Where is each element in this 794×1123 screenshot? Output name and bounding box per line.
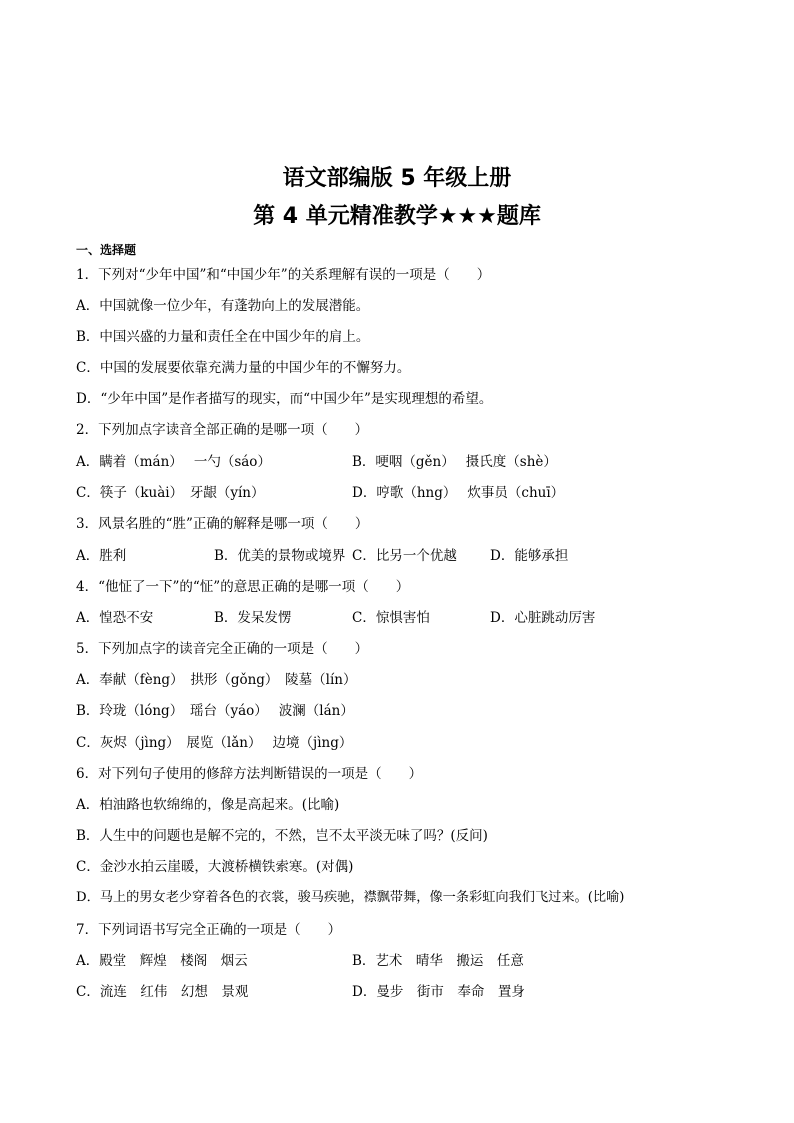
question-2-options-row-1 <box>76 452 716 472</box>
section-heading: 一、选择题 <box>76 243 137 257</box>
question-2-option-b: B．哽咽（gěn） 摄氏度（shè） <box>352 454 557 470</box>
question-4: 4．“他怔了一下”的“怔”的意思正确的是哪一项（ ） <box>76 579 410 595</box>
document-title: 语文部编版 5 年级上册 <box>282 166 512 191</box>
question-4-option-c: C．惊惧害怕 <box>352 610 430 626</box>
question-7-options-row-2 <box>76 982 716 1002</box>
question-3-option-c: C．比另一个优越 <box>352 548 457 564</box>
question-6: 6．对下列句子使用的修辞方法判断错误的一项是（ ） <box>76 766 423 782</box>
question-5-option-b: B．玲珑（lóng） 瑶台（yáo） 波澜（lán） <box>76 703 354 719</box>
question-4-option-d: D．心脏跳动厉害 <box>490 610 596 626</box>
question-2-option-c: C．筷子（kuài） 牙龈（yín） <box>76 485 265 501</box>
question-6-option-a: A．柏油路也软绵绵的，像是高起来。(比喻) <box>76 797 340 813</box>
question-4-option-a: A．惶恐不安 <box>76 610 154 626</box>
question-4-options-row <box>76 608 716 628</box>
question-7-option-a: A．殿堂 辉煌 楼阁 烟云 <box>76 953 248 969</box>
question-3-option-d: D．能够承担 <box>490 548 569 564</box>
question-5-option-c: C．灰烬（jìng） 展览（lǎn） 边境（jìng） <box>76 735 353 751</box>
question-3-options-row <box>76 546 716 566</box>
question-3-option-b: B．优美的景物或境界 <box>214 548 346 564</box>
question-6-option-b: B．人生中的问题也是解不完的，不然，岂不太平淡无味了吗？(反问) <box>76 828 488 844</box>
question-7-option-c: C．流连 红伟 幻想 景观 <box>76 984 249 1000</box>
question-1-option-b: B．中国兴盛的力量和责任全在中国少年的肩上。 <box>76 329 370 345</box>
question-7-option-d: D．曼步 街市 奉命 置身 <box>352 984 525 1000</box>
question-7-options-row-1 <box>76 951 716 971</box>
question-1-option-c: C．中国的发展要依靠充满力量的中国少年的不懈努力。 <box>76 360 411 376</box>
question-2-options-row-2 <box>76 483 716 503</box>
question-3-option-a: A．胜利 <box>76 548 127 564</box>
question-1-option-d: D．“少年中国”是作者描写的现实，而“中国少年”是实现理想的希望。 <box>76 391 493 407</box>
question-2-option-a: A．瞒着（mán） 一勺（sáo） <box>76 454 271 470</box>
question-7: 7．下列词语书写完全正确的一项是（ ） <box>76 922 342 938</box>
question-7-option-b: B．艺术 晴华 搬运 任意 <box>352 953 524 969</box>
question-4-option-b: B．发呆发愣 <box>214 610 292 626</box>
question-5: 5．下列加点字的读音完全正确的一项是（ ） <box>76 641 369 657</box>
document-subtitle: 第 4 单元精准教学★★★题库 <box>253 204 541 229</box>
question-2: 2．下列加点字读音全部正确的是哪一项（ ） <box>76 422 369 438</box>
question-2-option-d: D．哼歌（hng） 炊事员（chuī） <box>352 485 565 501</box>
question-3: 3．风景名胜的“胜”正确的解释是哪一项（ ） <box>76 516 369 532</box>
question-5-option-a: A．奉献（fèng） 拱形（gǒng） 陵墓（lín） <box>76 672 357 688</box>
question-6-option-c: C．金沙水拍云崖暖，大渡桥横铁索寒。(对偶) <box>76 859 354 875</box>
question-1: 1．下列对“少年中国”和“中国少年”的关系理解有误的一项是（ ） <box>76 267 491 283</box>
question-1-option-a: A．中国就像一位少年，有蓬勃向上的发展潜能。 <box>76 298 370 314</box>
question-6-option-d: D．马上的男女老少穿着各色的衣裳，骏马疾驰，襟飘带舞，像一条彩虹向我们飞过来。(比喻) <box>76 890 625 905</box>
